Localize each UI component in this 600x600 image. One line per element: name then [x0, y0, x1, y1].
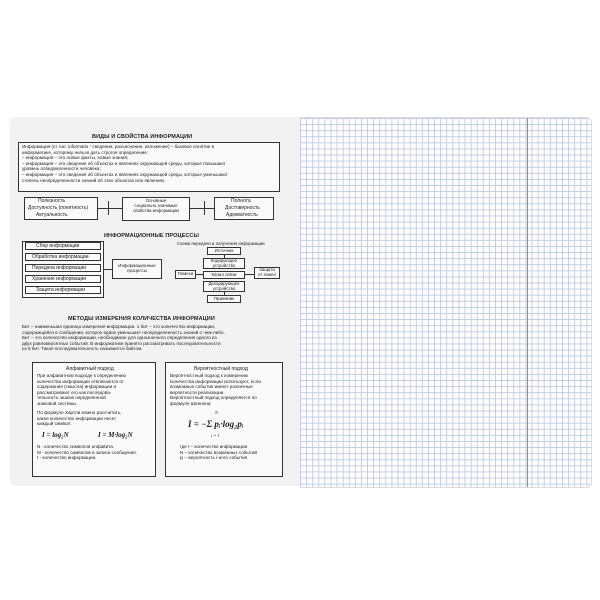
process-item — [25, 242, 101, 250]
bit-line: Бит – это количество информации, необходимое для однозначного определения одного из — [22, 335, 217, 341]
processes-center-box — [112, 259, 162, 279]
connector-line — [245, 274, 254, 275]
scheme-noise — [175, 270, 196, 279]
hartley-line: По формуле Хартли можно рассчитать, — [37, 410, 122, 415]
center-label-line: Информационные — [118, 263, 156, 268]
process-item — [25, 253, 101, 261]
legend-line: M - количество символов в записи сообщения. — [37, 449, 137, 455]
probability-line: вероятности реализации. — [170, 389, 225, 395]
bit-line: содержащейся в сообщении, которое вдвое уменьшает неопределенность знаний о чем-либо. — [22, 329, 225, 335]
probability-text — [170, 373, 261, 407]
process-item — [25, 286, 101, 294]
alphabet-line: рассматривают его как последова- — [37, 389, 112, 395]
process-item — [25, 275, 101, 283]
definition-line: – информация – это сведения об объектах и явлениях окружающей среды, которые повышают — [22, 160, 226, 166]
alphabet-text — [37, 373, 126, 407]
process-label: Обработка информации — [32, 254, 89, 260]
grid-pattern — [300, 118, 591, 487]
scheme-decoder — [203, 281, 245, 292]
connector-line — [104, 269, 112, 270]
sum-lower-limit: i = 1 — [211, 433, 220, 438]
connector-line — [204, 208, 214, 209]
probability-title: Вероятностный подход — [194, 366, 248, 372]
scheme-channel-label: Канал связи — [211, 272, 237, 277]
property-item: Достоверность — [225, 205, 260, 211]
scheme-title: Схема передачи и получения информации — [177, 241, 265, 246]
property-item: Полнота — [231, 198, 251, 204]
center-label-line: свойства информации — [133, 208, 179, 214]
bit-line: из 8 бит. Такая последовательность называется байтом. — [22, 346, 143, 352]
hartley-text — [37, 410, 122, 427]
probability-legend — [180, 444, 257, 461]
center-label-line: социально значимые — [134, 203, 178, 209]
probability-line: количества информации используют, если — [170, 378, 261, 384]
process-label: Защита информации — [36, 287, 86, 293]
property-item: Адекватность — [226, 212, 258, 218]
legend-line: N – количество возможных событий — [180, 449, 257, 455]
scheme-channel — [203, 271, 245, 279]
connector-line — [196, 274, 203, 275]
scheme-receiver-label: Приемник — [213, 296, 235, 301]
legend-line: I - количество информации. — [37, 455, 97, 461]
scheme-source-label: Источник — [214, 248, 234, 253]
center-label-line: Основные — [145, 198, 167, 203]
section1-title: ВИДЫ И СВОЙСТВА ИНФОРМАЦИИ — [92, 134, 193, 140]
property-item: Доступность (понятность) — [28, 205, 89, 211]
property-item: Актуальность — [36, 212, 68, 218]
scheme-protect-label: Защита — [259, 267, 275, 272]
hartley-formula: I = log₂N — [42, 431, 69, 439]
definition-line: степень неопределенности знаний об этих объектах или явлениях. — [22, 177, 166, 183]
margin-line — [527, 118, 528, 487]
definition-line: информатике, которому нельзя дать строгое определение: — [22, 149, 149, 155]
alphabet-title: Алфавитный подход — [66, 366, 114, 372]
alphabet-line: При алфавитном подходе к определению — [37, 373, 126, 378]
alphabet-line: содержания (смысла) информации и — [37, 384, 117, 390]
legend-line: pᵢ – вероятность i-ного события — [180, 455, 248, 461]
right-page-grid — [300, 117, 592, 488]
hartley-line: каждый символ: — [37, 421, 72, 427]
alphabet-line: знаковой системы. — [37, 400, 78, 406]
definition-line: – информация – это сведения об объектах и явлениях окружающей среды, которые уменьшают — [22, 171, 228, 177]
scheme-receiver — [207, 295, 241, 303]
legend-line: где I – количество информации — [180, 444, 248, 449]
connector-line — [190, 208, 204, 209]
property-item: Полезность — [38, 198, 66, 204]
definition-line: Информация (от лат. informatio - сведения, разъяснение, изложение) – базовое понятие в — [22, 144, 215, 149]
scheme-source — [207, 247, 241, 255]
sum-upper-limit: N — [215, 410, 218, 415]
probability-line: Вероятностный подход определяется по — [170, 395, 257, 401]
definition-line: – информация – это новые факты, новые знания; — [22, 155, 129, 161]
alphabet-line: количества информации отвлекаются от — [37, 378, 124, 384]
probability-line: формуле Шеннона: — [170, 400, 212, 406]
scheme-encoder-label: Кодирующее — [210, 258, 238, 263]
section2-title: ИНФОРМАЦИОННЫЕ ПРОЦЕССЫ — [104, 233, 199, 239]
scheme-decoder-label: Декодирующее — [208, 281, 240, 286]
scheme-encoder-label: устройство — [212, 262, 236, 268]
properties-center-box — [122, 197, 190, 221]
shannon-formula: I = −Σ pᵢ·log₂pᵢ — [188, 419, 244, 429]
bit-line: Бит – наименьшая единица измерения информации. 1 бит – это количество информации, — [22, 324, 216, 329]
definition-line: уровень осведомленности человека; — [22, 166, 101, 172]
scheme-decoder-label: устройство — [212, 285, 236, 291]
section3-title: МЕТОДЫ ИЗМЕРЕНИЯ КОЛИЧЕСТВА ИНФОРМАЦИИ — [68, 316, 215, 322]
process-label: Сбор информации — [36, 243, 80, 249]
definition-text — [22, 144, 228, 183]
process-label: Хранение информации — [32, 276, 87, 282]
process-label: Передача информации — [32, 265, 87, 271]
probability-line: возможные события имеют различные — [170, 384, 253, 390]
probability-line: Вероятностный подход к измерению — [170, 373, 249, 378]
process-item — [25, 264, 101, 272]
connector-line — [108, 208, 122, 209]
hartley-line: какое количество информации несет — [37, 415, 117, 421]
left-page — [10, 117, 300, 486]
scheme-encoder — [203, 258, 245, 269]
legend-line: N - количество символов алфавита. — [37, 444, 115, 449]
connector-line — [98, 208, 108, 209]
scheme-protect-label: от помех — [258, 271, 276, 277]
message-formula: I = M·log₂N — [98, 431, 133, 439]
scheme-noise-label: Помехи — [177, 271, 194, 276]
alphabet-line: тельность знаков определенной — [37, 395, 106, 401]
bit-line: двух равновероятных событий. В информатике принято рассматривать последовательности — [22, 340, 221, 346]
alphabet-legend — [37, 444, 137, 461]
center-label-line: процессы — [127, 268, 147, 274]
bit-definition-text — [22, 324, 225, 352]
scheme-protect — [254, 267, 280, 279]
